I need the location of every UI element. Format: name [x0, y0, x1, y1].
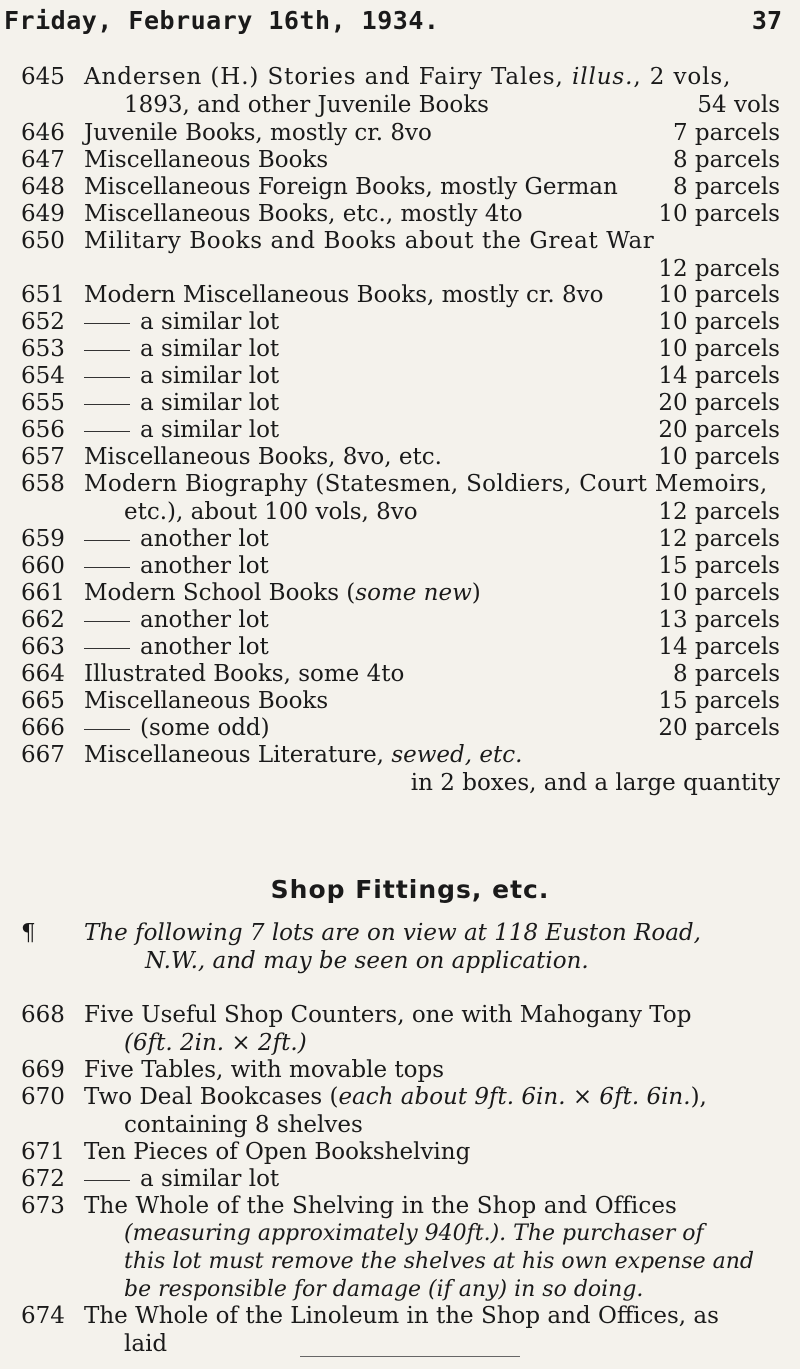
- lot-quantity: 15 parcels: [658, 688, 780, 714]
- ditto-dash: [84, 1180, 130, 1181]
- lot-quantity: 20 parcels: [658, 390, 780, 416]
- lot-number: 671: [21, 1139, 65, 1165]
- lot-description-cont: laid: [124, 1331, 168, 1357]
- lot-650: [0, 228, 800, 284]
- lot-description-text: a similar lot: [140, 1166, 280, 1192]
- lot-quantity: 12 parcels: [658, 499, 780, 525]
- lot-645: [0, 64, 800, 120]
- lot-quantity: 7 parcels: [672, 120, 780, 146]
- section-title: Shop Fittings, etc.: [270, 875, 550, 904]
- pilcrow-icon: ¶: [21, 920, 36, 946]
- lot-description-text: another lot: [140, 553, 269, 579]
- lot-number: 672: [21, 1166, 65, 1192]
- lot-description-cont: [124, 1030, 307, 1056]
- lot-number: 654: [21, 363, 65, 389]
- lot-number: 666: [21, 715, 65, 741]
- lot-quantity: 8 parcels: [672, 661, 780, 687]
- lot-description: Modern Miscellaneous Books, mostly cr. 8vo: [84, 282, 604, 308]
- lot-number: 648: [21, 174, 65, 200]
- lot-number: 663: [21, 634, 65, 660]
- lot-description: Miscellaneous Books, etc., mostly 4to: [84, 201, 523, 227]
- lot-quantity: 15 parcels: [658, 553, 780, 579]
- lot-description-cont: this lot must remove the shelves at his own expense and: [124, 1249, 754, 1274]
- lot-description-cont: containing 8 shelves: [124, 1112, 363, 1138]
- lot-quantity: 54 vols: [697, 92, 780, 118]
- lot-quantity: 20 parcels: [658, 417, 780, 443]
- lot-description: Five Tables, with movable tops: [84, 1057, 445, 1083]
- note-line-1: The following 7 lots are on view at 118 Euston Road,: [84, 920, 701, 946]
- lot-number: 651: [21, 282, 65, 308]
- lot-quantity: 12 parcels: [658, 256, 780, 282]
- lot-description: Miscellaneous Books: [84, 147, 329, 173]
- lot-description: [84, 363, 279, 389]
- lot-description-text: a similar lot: [140, 390, 280, 416]
- lot-description: [84, 553, 269, 579]
- lot-quantity: 10 parcels: [658, 201, 780, 227]
- lot-number: 661: [21, 580, 65, 606]
- divider-rule: [300, 1356, 520, 1357]
- lot-description: [84, 417, 279, 443]
- lot-quantity: 8 parcels: [672, 174, 780, 200]
- lot-description: Modern School Books (some new): [84, 580, 481, 606]
- lot-658: [0, 471, 800, 527]
- lot-description: Juvenile Books, mostly cr. 8vo: [84, 120, 432, 146]
- lot-description: Ten Pieces of Open Bookshelving: [84, 1139, 471, 1165]
- lot-description: [84, 715, 270, 741]
- ditto-dash: [84, 540, 130, 541]
- ditto-dash: [84, 621, 130, 622]
- lot-description: Military Books and Books about the Great War: [84, 228, 655, 254]
- lot-quantity: 13 parcels: [658, 607, 780, 633]
- lot-description-text: (some odd): [140, 715, 270, 741]
- lot-quantity: 14 parcels: [658, 363, 780, 389]
- lot-number: 645: [21, 64, 65, 90]
- lot-description: Miscellaneous Books, 8vo, etc.: [84, 444, 442, 470]
- note-line-2: N.W., and may be seen on application.: [145, 948, 589, 974]
- lot-description-text: a similar lot: [140, 363, 280, 389]
- ditto-dash: [84, 431, 130, 432]
- lot-quantity: 8 parcels: [672, 147, 780, 173]
- lot-quantity: 10 parcels: [658, 282, 780, 308]
- lot-quantity: 14 parcels: [658, 634, 780, 660]
- lot-number: 662: [21, 607, 65, 633]
- lot-number: 658: [21, 471, 65, 497]
- lot-number: 653: [21, 336, 65, 362]
- lot-description: Miscellaneous Foreign Books, mostly German: [84, 174, 618, 200]
- lot-number: 673: [21, 1193, 65, 1219]
- lot-description: [84, 607, 269, 633]
- lot-description: [84, 309, 279, 335]
- page-date: Friday, February 16th, 1934.: [4, 6, 440, 35]
- lot-number: 669: [21, 1057, 65, 1083]
- ditto-dash: [84, 648, 130, 649]
- lot-quantity: 10 parcels: [658, 444, 780, 470]
- lot-description: [84, 526, 269, 552]
- lot-description-cont: etc.), about 100 vols, 8vo: [124, 499, 418, 525]
- lot-number: 652: [21, 309, 65, 335]
- ditto-dash: [84, 567, 130, 568]
- ditto-dash: [84, 350, 130, 351]
- lot-quantity: in 2 boxes, and a large quantity: [410, 770, 780, 796]
- lot-number: 670: [21, 1084, 65, 1110]
- lot-number: 664: [21, 661, 65, 687]
- lot-description: Two Deal Bookcases (each about 9ft. 6in. × 6ft. 6in.),: [84, 1084, 707, 1110]
- lot-description: [84, 1166, 279, 1192]
- lot-dimensions: (6ft. 2in. × 2ft.): [124, 1030, 307, 1056]
- lot-description-cont: be responsible for damage (if any) in so doing.: [124, 1277, 644, 1302]
- lot-description: The Whole of the Shelving in the Shop and Offices: [84, 1193, 677, 1219]
- lot-number: 657: [21, 444, 65, 470]
- lot-number: 668: [21, 1002, 65, 1028]
- lot-description-cont: 1893, and other Juvenile Books: [124, 92, 489, 118]
- lot-quantity: 10 parcels: [658, 580, 780, 606]
- ditto-dash: [84, 377, 130, 378]
- lot-description-text: a similar lot: [140, 417, 280, 443]
- ditto-dash: [84, 323, 130, 324]
- lot-description: [84, 390, 279, 416]
- lot-description: Modern Biography (Statesmen, Soldiers, Court Memoirs,: [84, 471, 768, 497]
- lot-number: 660: [21, 553, 65, 579]
- lot-quantity: 10 parcels: [658, 336, 780, 362]
- lot-number: 656: [21, 417, 65, 443]
- lot-description: Andersen (H.) Stories and Fairy Tales, illus., 2 vols,: [84, 64, 732, 90]
- lot-number: 650: [21, 228, 65, 254]
- lot-description: The Whole of the Linoleum in the Shop and Offices, as: [84, 1303, 719, 1329]
- lot-description-text: a similar lot: [140, 309, 280, 335]
- lot-quantity: 12 parcels: [658, 526, 780, 552]
- ditto-dash: [84, 404, 130, 405]
- lot-description-cont: (measuring approximately 940ft.). The purchaser of: [124, 1221, 704, 1246]
- lot-number: 659: [21, 526, 65, 552]
- lot-description: Illustrated Books, some 4to: [84, 661, 405, 687]
- lot-667: [0, 742, 800, 798]
- lot-number: 667: [21, 742, 65, 768]
- lot-description: Miscellaneous Books: [84, 688, 329, 714]
- lot-number: 655: [21, 390, 65, 416]
- lot-description-text: a similar lot: [140, 336, 280, 362]
- lot-number: 665: [21, 688, 65, 714]
- ditto-dash: [84, 729, 130, 730]
- lot-number: 646: [21, 120, 65, 146]
- lot-description-text: another lot: [140, 607, 269, 633]
- lot-description: [84, 336, 279, 362]
- page-header: [0, 6, 800, 46]
- lot-description-text: another lot: [140, 634, 269, 660]
- lot-quantity: 10 parcels: [658, 309, 780, 335]
- lot-description: Five Useful Shop Counters, one with Mahogany Top: [84, 1002, 692, 1028]
- page-number: 37: [751, 6, 782, 35]
- lot-number: 674: [21, 1303, 65, 1329]
- lot-description: [84, 634, 269, 660]
- lot-quantity: 20 parcels: [658, 715, 780, 741]
- lot-number: 649: [21, 201, 65, 227]
- lot-number: 647: [21, 147, 65, 173]
- lot-description: Miscellaneous Literature, sewed, etc.: [84, 742, 523, 768]
- lot-description-text: another lot: [140, 526, 269, 552]
